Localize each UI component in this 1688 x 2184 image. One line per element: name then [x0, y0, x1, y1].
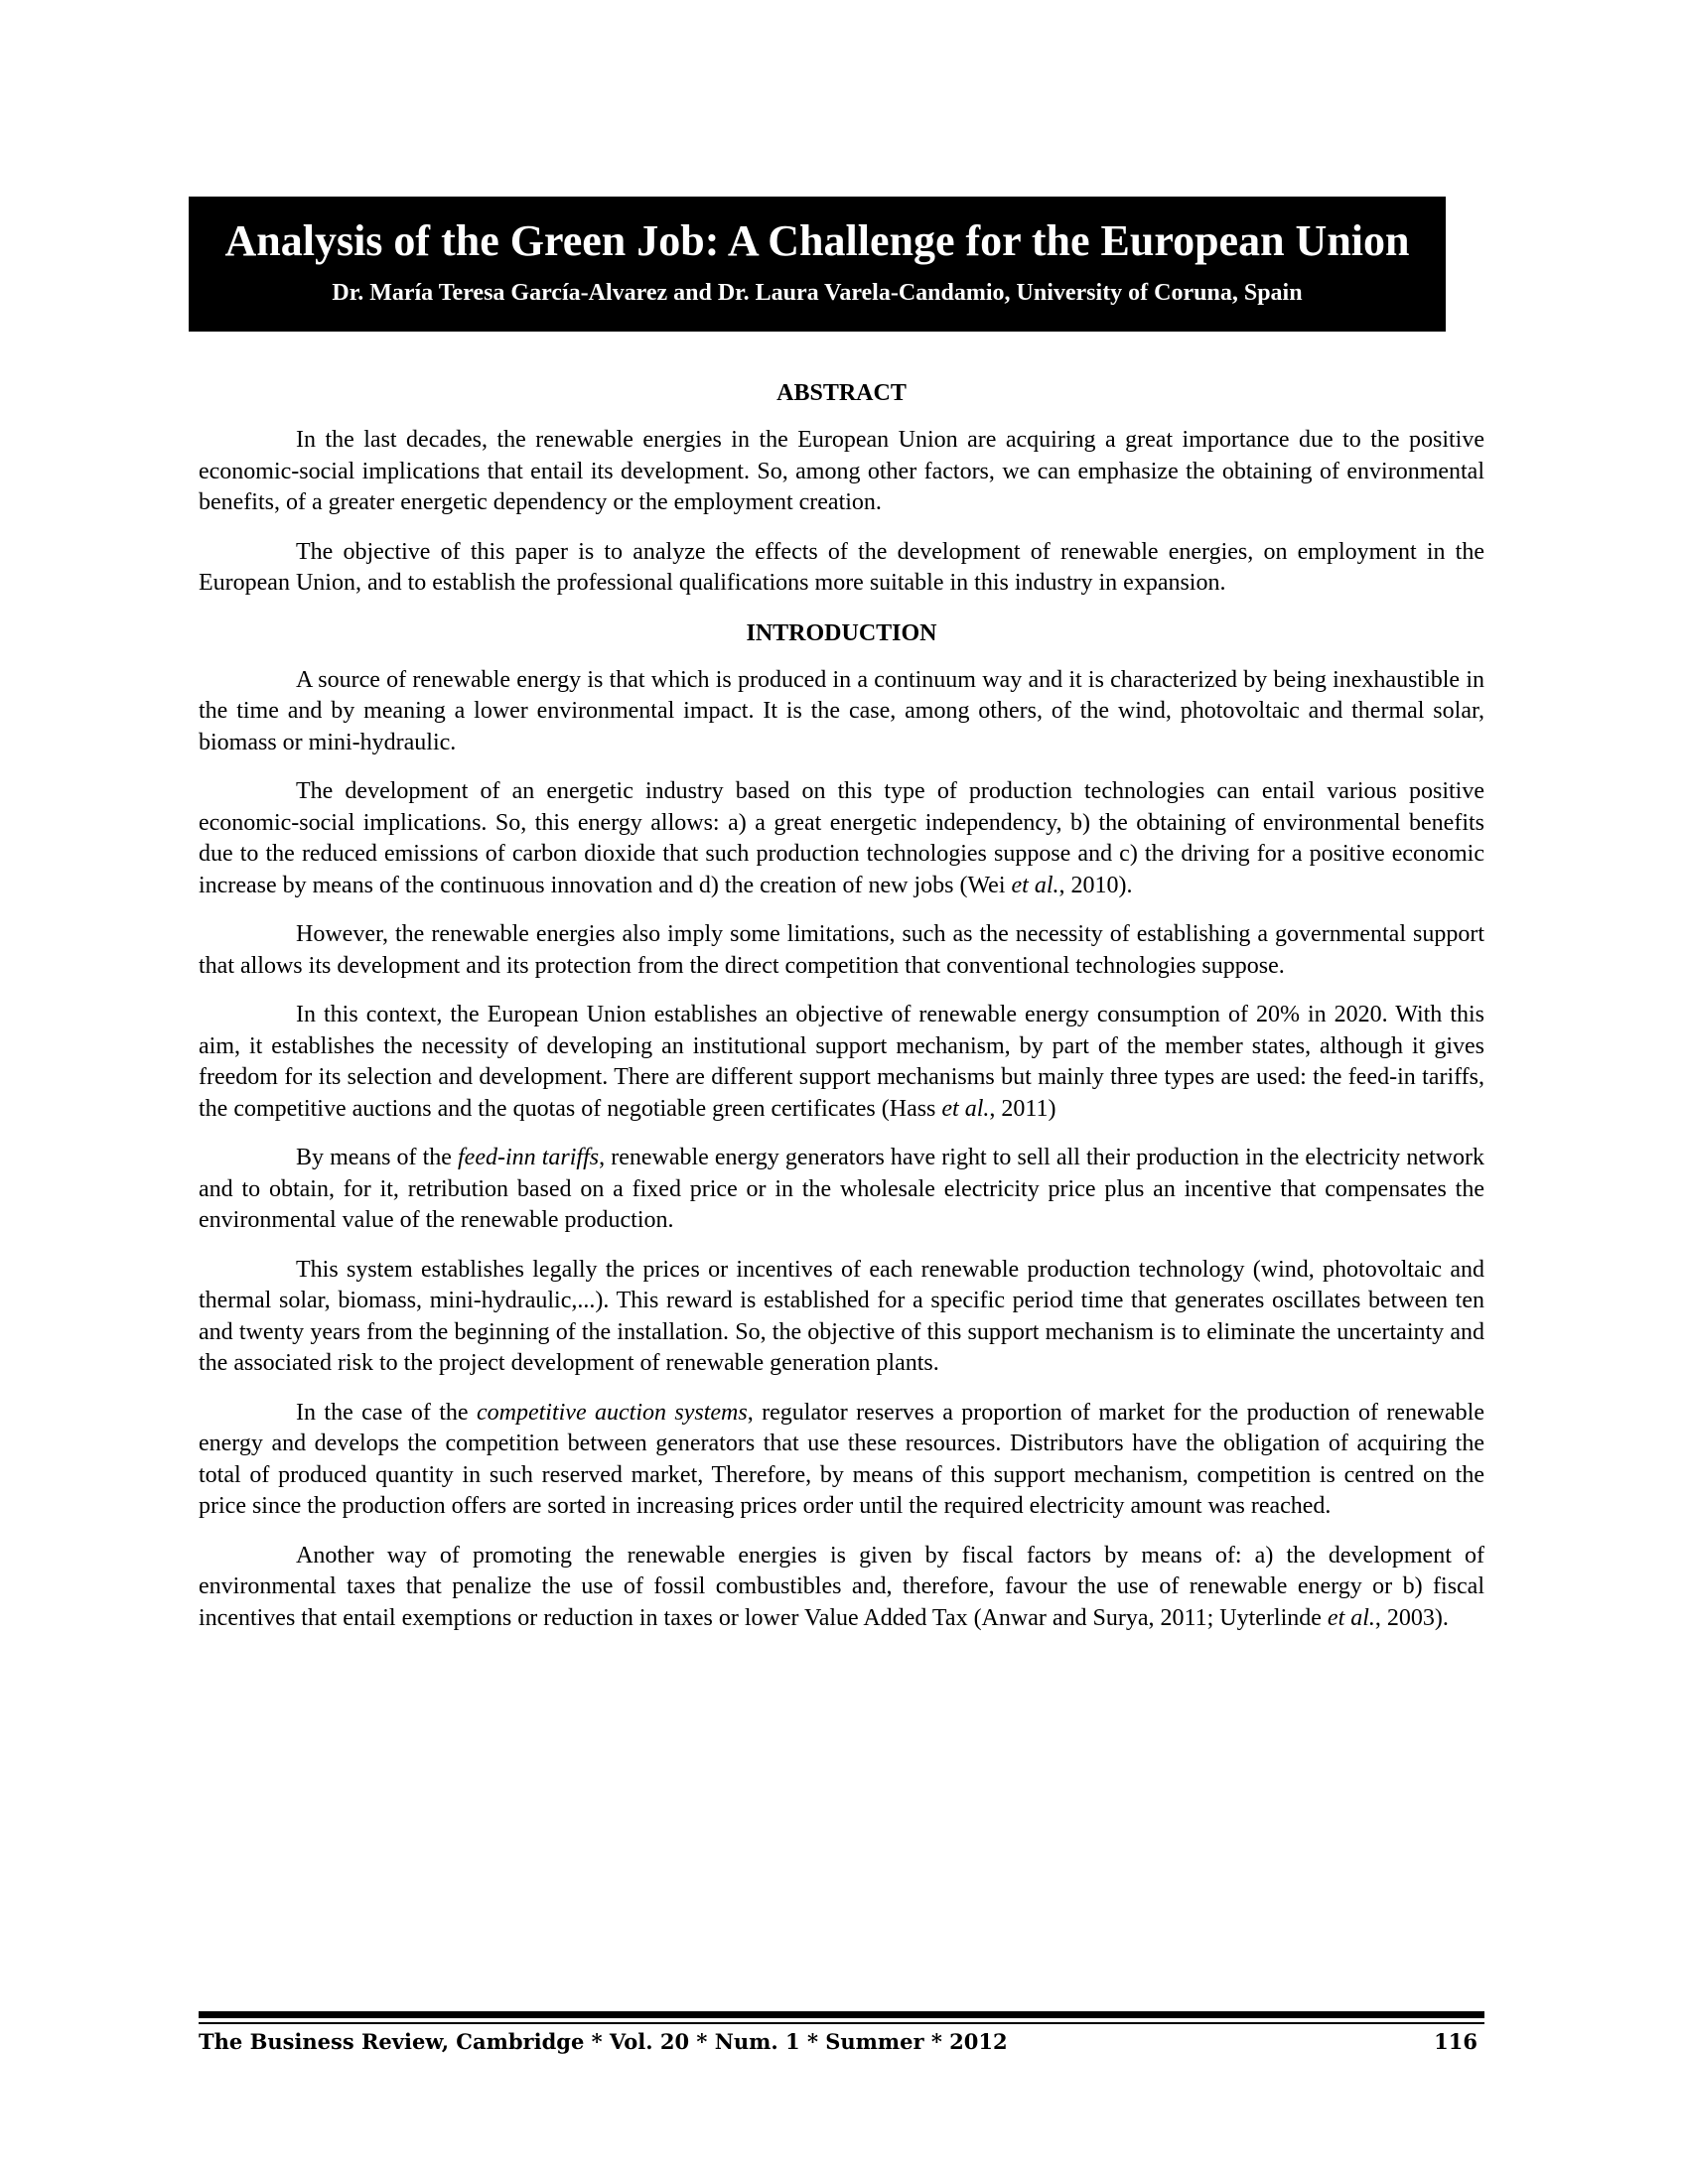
body-column — [199, 377, 1484, 1652]
intro-p4-text-a: In this context, the European Union establishes an objective of renewable energy consumption of 20% in 2020. With this aim, it establishes the necessity of developing an institutional support mechanism, by part of the member states, although it gives freedom for its selection and development. There are different support mechanisms but mainly three types are used: the feed-in tariffs, the competitive auctions and the quotas of negotiable green certificates (Hass — [199, 1002, 1484, 1122]
intro-p8-text-a: Another way of promoting the renewable energies is given by fiscal factors by means of: a) the development of environmental taxes that penalize the use of fossil combustibles and, therefore, favour the use of renewable energy or b) fiscal incentives that entail exemptions or reduction in taxes or lower Value Added Tax (Anwar and Surya, 2011; Uyterlinde — [199, 1542, 1484, 1631]
intro-p4-text-b: , 2011) — [989, 1095, 1056, 1122]
intro-paragraph-1: A source of renewable energy is that which is produced in a continuum way and it is characterized by being inexhaustible in the time and by meaning a lower environmental impact. It is the case, among others, of the wind, photovoltaic and thermal solar, biomass or mini-hydraulic. — [199, 666, 1484, 755]
intro-p8-etal: et al. — [1327, 1604, 1375, 1631]
abstract-paragraph-1: In the last decades, the renewable energies in the European Union are acquiring a great importance due to the positive economic-social implications that entail its development. So, among other factors, we can emphasize the obtaining of environmental benefits, of a greater energetic dependency or the employment creation. — [199, 427, 1484, 515]
intro-p2-text-a: The development of an energetic industry based on this type of production technologies can entail various positive economic-social implications. So, this energy allows: a) a great energetic independency, b) the obtaining of environmental benefits due to the reduced emissions of carbon dioxide that such production technologies suppose and c) the driving for a positive economic increase by means of the continuous innovation and d) the creation of new jobs (Wei — [199, 778, 1484, 898]
intro-p7-term: competitive auction systems — [476, 1399, 748, 1426]
intro-paragraph-8 — [199, 1541, 1484, 1635]
intro-paragraph-3: However, the renewable energies also imply some limitations, such as the necessity of establishing a governmental support that allows its development and its protection from the direct competition that conventional technologies suppose. — [199, 921, 1484, 979]
intro-p5-text-a: By means of the — [296, 1145, 459, 1170]
intro-p5-term: feed-inn tariffs — [458, 1145, 600, 1170]
intro-paragraph-2 — [199, 776, 1484, 901]
introduction-heading: INTRODUCTION — [746, 619, 937, 646]
paper-authors: Dr. María Teresa García-Alvarez and Dr. Laura Varela-Candamio, University of Coruna, Spain — [332, 280, 1303, 306]
intro-p5-text-b: , renewable energy generators have right to sell all their production in the electricity network and to obtain, for it, retribution based on a fixed price or in the wholesale electricity price plus an incentive that compensates the environmental value of the renewable production. — [199, 1145, 1484, 1233]
title-banner — [189, 197, 1446, 332]
footer-rule-thin — [199, 2022, 1484, 2024]
intro-p8-text-b: , 2003). — [1374, 1604, 1449, 1631]
intro-paragraph-7 — [199, 1398, 1484, 1523]
intro-paragraph-5 — [199, 1143, 1484, 1237]
intro-p7-text-b: , regulator reserves a proportion of market for the production of renewable energy and develops the competition between generators that use these resources. Distributors have the obligation of acquiring the total of produced quantity in such reserved market, Therefore, by means of this support mechanism, competition is centred on the price since the production offers are sorted in increasing prices order until the required electricity amount was reached. — [199, 1399, 1484, 1519]
intro-paragraph-6: This system establishes legally the prices or incentives of each renewable production technology (wind, photovoltaic and thermal solar, biomass, mini-hydraulic,...). This reward is established for a specific period time that generates oscillates between ten and twenty years from the beginning of the installation. So, the objective of this support mechanism is to eliminate the uncertainty and the associated risk to the project development of renewable generation plants. — [199, 1256, 1484, 1376]
intro-p2-text-b: , 2010). — [1058, 872, 1133, 898]
intro-p4-etal: et al. — [941, 1095, 990, 1122]
intro-paragraph-4 — [199, 1000, 1484, 1125]
paper-title: Analysis of the Green Job: A Challenge for the European Union — [224, 216, 1410, 265]
footer-page-number: 116 — [1434, 2029, 1477, 2054]
footer-journal: The Business Review, Cambridge * Vol. 20 * Num. 1 * Summer * 2012 — [199, 2029, 1008, 2054]
footer-rule-thick — [199, 2011, 1484, 2018]
abstract-paragraph-2: The objective of this paper is to analyze the effects of the development of renewable energies, on employment in the European Union, and to establish the professional qualifications more suitable in this industry in expansion. — [199, 538, 1484, 596]
abstract-heading: ABSTRACT — [776, 380, 907, 406]
intro-p2-etal: et al. — [1011, 872, 1059, 898]
intro-p7-text-a: In the case of the — [296, 1399, 477, 1426]
